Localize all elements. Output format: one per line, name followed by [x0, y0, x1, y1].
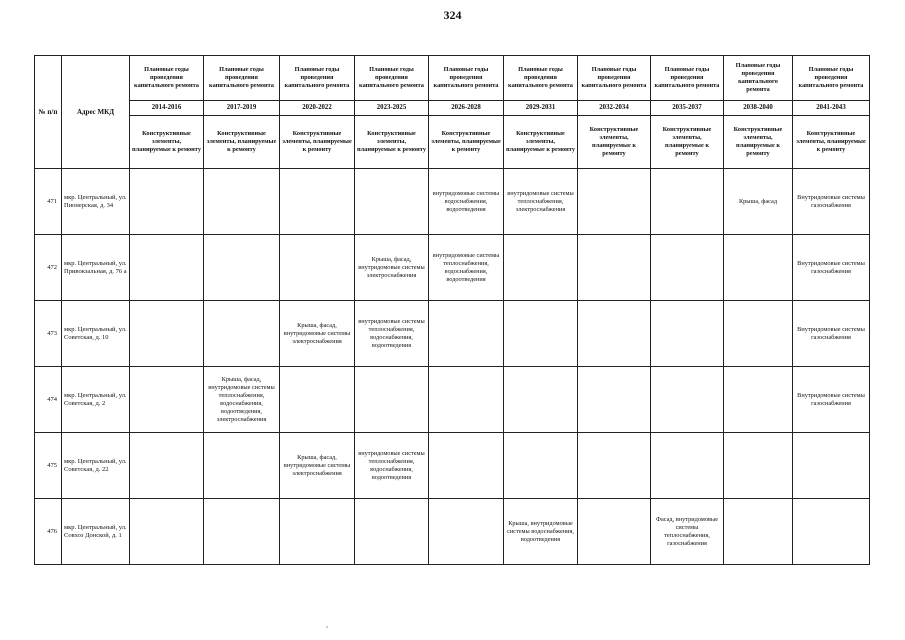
row-number: 471 [35, 169, 62, 235]
repair-cell [651, 433, 724, 499]
repair-cell [504, 235, 578, 301]
repair-cell [578, 235, 651, 301]
repair-cell [429, 499, 504, 565]
row-address: мкр. Центральный, ул. Советская, д. 2 [62, 367, 130, 433]
repair-cell [280, 499, 355, 565]
repair-cell: Крыша, фасад, внутридомовые системы электроснабжения [280, 433, 355, 499]
repair-cell [651, 367, 724, 433]
repair-cell [651, 301, 724, 367]
repair-cell [504, 301, 578, 367]
row-number: 473 [35, 301, 62, 367]
period-header: 2038-2040 [724, 101, 793, 116]
repair-cell: Крыша, фасад, внутридомовые системы теплоснабжения, водоснабжения, водоотведения, электроснабжения [204, 367, 280, 433]
repair-cell [204, 169, 280, 235]
period-header: 2035-2037 [651, 101, 724, 116]
repair-cell: Фасад, внутридомовые системы теплоснабжения, газоснабжения [651, 499, 724, 565]
period-header: 2026-2028 [429, 101, 504, 116]
period-header: 2014-2016 [130, 101, 204, 116]
plan-header: Плановые годы проведения капитального ремонта [429, 56, 504, 101]
repair-cell [724, 367, 793, 433]
element-header: Конструктивные элементы, планируемые к ремонту [280, 116, 355, 169]
period-header: 2017-2019 [204, 101, 280, 116]
repair-cell: Крыша, внутридомовые системы водоснабжения, водоотведения [504, 499, 578, 565]
repair-cell [204, 433, 280, 499]
repair-cell: внутридомовые системы водоснабжения, водоотведения [429, 169, 504, 235]
scan-speck [326, 626, 328, 628]
capital-repair-table [34, 55, 870, 565]
repair-cell: Крыша, фасад, внутридомовые системы электроснабжения [355, 235, 429, 301]
repair-cell [130, 499, 204, 565]
repair-cell [578, 499, 651, 565]
repair-cell [504, 367, 578, 433]
repair-cell [578, 433, 651, 499]
plan-header: Плановые годы проведения капитального ремонта [355, 56, 429, 101]
period-header: 2020-2022 [280, 101, 355, 116]
period-header: 2032-2034 [578, 101, 651, 116]
repair-cell [793, 433, 870, 499]
row-address: мкр. Центральный, ул. Советская, д. 22 [62, 433, 130, 499]
element-header: Конструктивные элементы, планируемые к ремонту [651, 116, 724, 169]
repair-cell [204, 301, 280, 367]
element-header: Конструктивные элементы, планируемые к ремонту [130, 116, 204, 169]
repair-cell [130, 169, 204, 235]
element-header: Конструктивные элементы, планируемые к ремонту [504, 116, 578, 169]
repair-cell [578, 367, 651, 433]
element-header: Конструктивные элементы, планируемые к ремонту [724, 116, 793, 169]
repair-cell: Крыша, фасад, внутридомовые системы электроснабжения [280, 301, 355, 367]
repair-cell [355, 499, 429, 565]
repair-cell [651, 169, 724, 235]
element-header: Конструктивные элементы, планируемые к ремонту [793, 116, 870, 169]
period-header: 2041-2043 [793, 101, 870, 116]
repair-cell [429, 367, 504, 433]
repair-cell [724, 301, 793, 367]
col-num-header: № п/п [35, 56, 62, 169]
table-row [35, 301, 870, 367]
row-number: 476 [35, 499, 62, 565]
row-number: 475 [35, 433, 62, 499]
repair-cell: Внутридомовые системы газоснабжения [793, 367, 870, 433]
plan-header: Плановые годы проведения капитального ремонта [130, 56, 204, 101]
repair-cell: Внутридомовые системы газоснабжения [793, 169, 870, 235]
repair-cell: Внутридомовые системы газоснабжения [793, 301, 870, 367]
row-address: мкр. Центральный, ул. Советская, д. 10 [62, 301, 130, 367]
period-header: 2023-2025 [355, 101, 429, 116]
table-row [35, 169, 870, 235]
repair-cell [651, 235, 724, 301]
repair-cell: внутридомовые системы теплоснабжения, электроснабжения [504, 169, 578, 235]
row-address: мкр. Центральный, ул. Совхоз Донской, д. 1 [62, 499, 130, 565]
repair-cell [578, 169, 651, 235]
repair-cell [724, 235, 793, 301]
repair-cell: внутридомовые системы теплоснабжения, водоснабжения, водоотведения [355, 301, 429, 367]
table-row [35, 433, 870, 499]
table-row [35, 367, 870, 433]
repair-cell [429, 301, 504, 367]
table-row [35, 235, 870, 301]
element-header: Конструктивные элементы, планируемые к ремонту [204, 116, 280, 169]
element-header: Конструктивные элементы, планируемые к ремонту [429, 116, 504, 169]
row-address: мкр. Центральный, ул. Пионерская, д. 34 [62, 169, 130, 235]
plan-header: Плановые годы проведения капитального ремонта [578, 56, 651, 101]
repair-cell: внутридомовые системы теплоснабжения, водоснабжения, водоотведения [355, 433, 429, 499]
repair-cell [724, 499, 793, 565]
page-number: 324 [443, 8, 462, 22]
col-address-header: Адрес МКД [62, 56, 130, 169]
element-header: Конструктивные элементы, планируемые к ремонту [355, 116, 429, 169]
row-number: 474 [35, 367, 62, 433]
repair-cell [355, 169, 429, 235]
repair-cell: внутридомовые системы теплоснабжения, водоснабжения, водоотведения [429, 235, 504, 301]
repair-cell [280, 367, 355, 433]
repair-cell [724, 433, 793, 499]
plan-header: Плановые годы проведения капитального ремонта [651, 56, 724, 101]
repair-cell: Крыша, фасад [724, 169, 793, 235]
repair-cell [429, 433, 504, 499]
plan-header: Плановые годы проведения капитального ремонта [204, 56, 280, 101]
row-number: 472 [35, 235, 62, 301]
repair-cell [793, 499, 870, 565]
repair-cell [130, 235, 204, 301]
repair-cell [280, 235, 355, 301]
plan-header: Плановые годы проведения капитального ремонта [280, 56, 355, 101]
element-header: Конструктивные элементы, планируемые к ремонту [578, 116, 651, 169]
plan-header: Плановые годы проведения капитального ремонта [724, 56, 793, 101]
repair-cell [204, 235, 280, 301]
repair-cell [355, 367, 429, 433]
plan-header: Плановые годы проведения капитального ремонта [504, 56, 578, 101]
row-address: мкр. Центральный, ул. Привокзальная, д. 76 а [62, 235, 130, 301]
repair-cell: Внутридомовые системы газоснабжения [793, 235, 870, 301]
repair-cell [130, 367, 204, 433]
repair-cell [504, 433, 578, 499]
repair-cell [130, 433, 204, 499]
period-header: 2029-2031 [504, 101, 578, 116]
repair-cell [280, 169, 355, 235]
table-row [35, 499, 870, 565]
repair-cell [204, 499, 280, 565]
repair-cell [130, 301, 204, 367]
plan-header: Плановые годы проведения капитального ремонта [793, 56, 870, 101]
repair-cell [578, 301, 651, 367]
